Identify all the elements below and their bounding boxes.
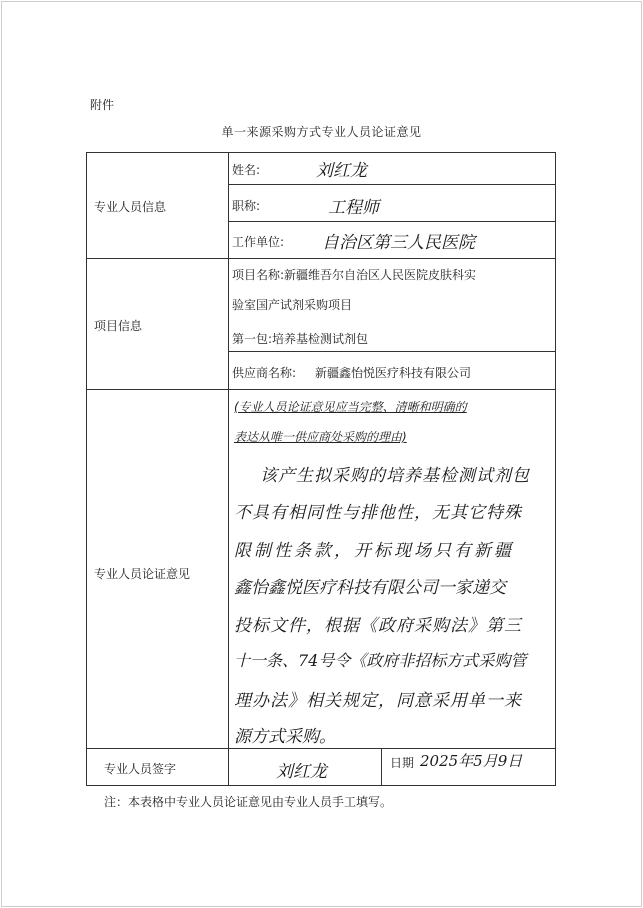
expert-info-label: 专业人员信息 <box>94 200 167 214</box>
document-title: 单一来源采购方式专业人员论证意见 <box>221 125 422 139</box>
project-info-label: 项目信息 <box>94 319 143 333</box>
signature-value: 刘红龙 <box>276 762 327 782</box>
opinion-hint-line1: (专业人员论证意见应当完整、清晰和明确的 <box>234 400 467 414</box>
opinion-handwritten-line: 十一条、74号令《政府非招标方式采购管 <box>234 651 527 670</box>
opinion-handwritten-line: 理办法》相关规定，同意采用单一来 <box>234 691 522 711</box>
project-name-line1: 项目名称:新疆维吾尔自治区人民医院皮肤科实 <box>232 268 477 282</box>
name-value: 刘红龙 <box>316 161 367 181</box>
opinion-handwritten-line: 该产生拟采购的培养基检测试剂包 <box>260 466 530 486</box>
opinion-label: 专业人员论证意见 <box>94 567 191 581</box>
footnote: 注：本表格中专业人员论证意见由专业人员手工填写。 <box>104 795 393 809</box>
opinion-handwritten-line: 源方式采购。 <box>234 727 336 747</box>
supplier-value: 新疆鑫怡悦医疗科技有限公司 <box>315 366 472 380</box>
title-value: 工程师 <box>328 198 379 218</box>
supplier-label: 供应商名称: <box>232 366 297 380</box>
date-value: 2025年5月9日 <box>420 752 523 770</box>
opinion-handwritten-line: 鑫怡鑫悦医疗科技有限公司一家递交 <box>234 578 506 598</box>
workplace-label: 工作单位: <box>232 235 285 249</box>
project-name-line2: 验室国产试剂采购项目 <box>232 298 353 312</box>
signature-label: 专业人员签字 <box>104 762 177 776</box>
name-label: 姓名: <box>232 163 261 177</box>
opinion-handwritten-line: 不具有相同性与排他性，无其它特殊 <box>234 503 522 523</box>
opinion-hint-line2: 表达从唯一供应商处采购的理由) <box>234 430 407 444</box>
opinion-handwritten-line: 投标文件，根据《政府采购法》第三 <box>234 616 522 636</box>
attachment-label: 附件 <box>90 98 115 112</box>
date-label: 日期 <box>390 756 415 770</box>
title-label: 职称: <box>232 199 261 213</box>
opinion-handwritten-line: 限制性条款，开标现场只有新疆 <box>234 541 514 561</box>
workplace-value: 自治区第三人民医院 <box>322 233 475 253</box>
package-text: 第一包:培养基检测试剂包 <box>232 332 369 346</box>
